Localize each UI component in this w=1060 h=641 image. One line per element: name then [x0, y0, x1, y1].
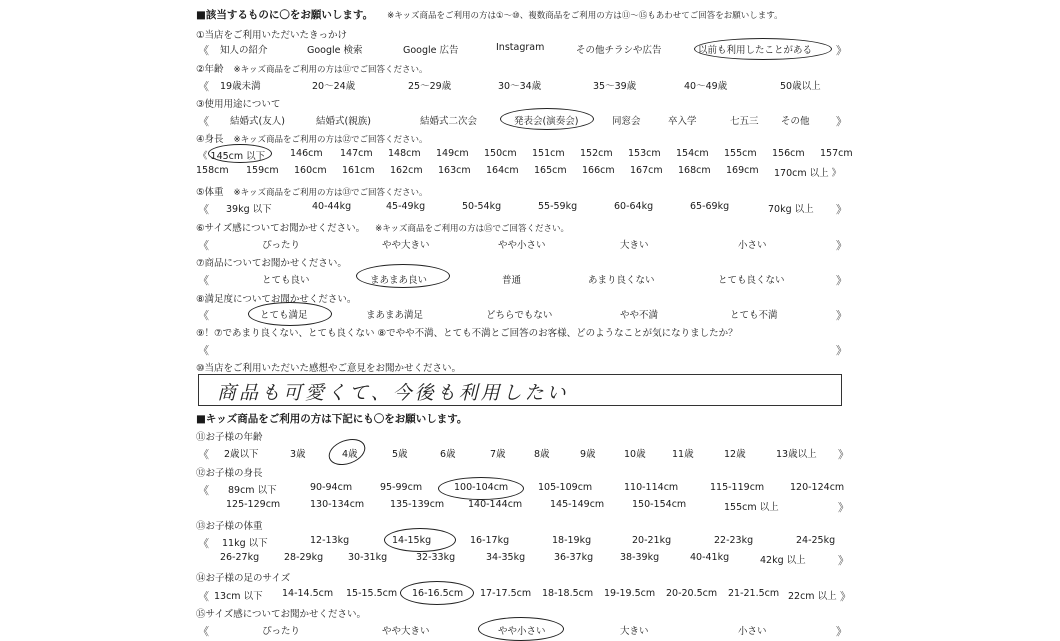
q2-note: ※キッズ商品をご利用の方は⑪でご回答ください。 — [233, 65, 428, 75]
option[interactable]: 七五三 — [730, 116, 759, 127]
option[interactable]: 110-114cm — [624, 482, 679, 493]
option[interactable]: 結婚式二次会 — [420, 116, 478, 127]
option[interactable]: 小さい — [738, 240, 767, 251]
option[interactable]: やや大きい — [382, 240, 430, 251]
q2-options — [196, 78, 848, 94]
option[interactable]: Google 広告 — [403, 45, 459, 56]
answer-circle — [208, 144, 272, 163]
q13-label: ⑬お子様の体重 — [196, 521, 263, 532]
answer-circle — [325, 434, 369, 470]
option[interactable]: 152cm — [580, 148, 613, 159]
bracket-close: 》 — [836, 239, 847, 252]
option[interactable]: 150-154cm — [632, 499, 687, 510]
option-selected[interactable]: まあまあ良い — [370, 275, 428, 286]
option[interactable]: 大きい — [620, 240, 649, 251]
answer-circle — [500, 108, 594, 130]
option[interactable]: 168cm — [678, 165, 711, 176]
option[interactable]: Google 検索 — [307, 45, 363, 56]
option[interactable]: 15-15.5cm — [346, 588, 398, 599]
option[interactable]: 32-33kg — [416, 552, 456, 563]
q13-options-row1 — [196, 535, 848, 551]
option[interactable]: 19-19.5cm — [604, 588, 656, 599]
q10-label: ⑩当店をご利用いただいた感想やご意見をお聞かせください。 — [196, 363, 462, 374]
q5-label — [196, 184, 428, 198]
option-selected[interactable]: 以前も利用したことがある — [698, 45, 813, 56]
bracket-open: 《 — [198, 203, 209, 216]
bracket-open: 《 — [198, 625, 209, 638]
q12-label: ⑫お子様の身長 — [196, 468, 263, 479]
option[interactable]: 8歳 — [534, 449, 550, 460]
option[interactable]: 21-21.5cm — [728, 588, 780, 599]
q6-label-text: ⑥サイズ感についてお聞かせください。 — [196, 223, 366, 234]
q5-label-text: ⑤体重 — [196, 187, 224, 198]
option[interactable]: 小さい — [738, 626, 767, 637]
option[interactable]: 170cm 以上 》 — [774, 168, 842, 179]
option-selected[interactable]: 100-104cm — [454, 482, 509, 493]
bracket-close: 》 — [836, 203, 847, 216]
option[interactable]: あまり良くない — [588, 275, 655, 286]
option[interactable]: 卒入学 — [668, 116, 697, 127]
option[interactable]: 40-44kg — [312, 201, 352, 212]
bracket-close: 》 — [836, 625, 847, 638]
option[interactable]: 40-41kg — [690, 552, 730, 563]
q4-label-text: ④身長 — [196, 134, 224, 145]
q4-label — [196, 131, 428, 145]
option[interactable]: 2歳以下 — [224, 449, 259, 460]
q2-label-text: ②年齢 — [196, 64, 224, 75]
option[interactable]: 148cm — [388, 148, 421, 159]
option[interactable]: 135-139cm — [390, 499, 445, 510]
option[interactable]: 11kg 以下 — [222, 538, 268, 549]
option[interactable]: 22-23kg — [714, 535, 754, 546]
option[interactable]: 20～24歳 — [312, 81, 356, 92]
bracket-open: 《 — [198, 239, 209, 252]
bracket-close: 》 — [838, 554, 849, 567]
option[interactable]: 26-27kg — [220, 552, 260, 563]
option[interactable]: やや不満 — [620, 310, 659, 321]
option[interactable]: 149cm — [436, 148, 469, 159]
option[interactable]: 105-109cm — [538, 482, 593, 493]
option[interactable]: 160cm — [294, 165, 327, 176]
option[interactable]: 34-35kg — [486, 552, 526, 563]
option[interactable]: 151cm — [532, 148, 565, 159]
option[interactable]: 145-149cm — [550, 499, 605, 510]
option[interactable]: 164cm — [486, 165, 519, 176]
bracket-open: 《 — [198, 344, 209, 357]
option[interactable]: 162cm — [390, 165, 423, 176]
option[interactable]: 25～29歳 — [408, 81, 452, 92]
bracket-open: 《 — [198, 448, 209, 461]
option[interactable]: 70kg 以上 — [768, 204, 814, 215]
option[interactable]: 22cm 以上 — [788, 591, 837, 602]
option[interactable]: 30～34歳 — [498, 81, 542, 92]
answer-circle — [384, 528, 456, 552]
bracket-open: 《 — [198, 484, 209, 497]
option-selected[interactable]: 発表会(演奏会) — [514, 116, 579, 127]
option[interactable]: 65-69kg — [690, 201, 730, 212]
option[interactable]: やや大きい — [382, 626, 430, 637]
option[interactable]: 結婚式(親族) — [316, 116, 371, 127]
option[interactable]: 154cm — [676, 148, 709, 159]
option[interactable]: 153cm — [628, 148, 661, 159]
answer-circle — [438, 477, 524, 500]
option[interactable]: 12歳 — [724, 449, 746, 460]
option-selected[interactable]: 《 145cm 以下 — [198, 151, 266, 162]
option[interactable]: 146cm — [290, 148, 323, 159]
option[interactable]: 普通 — [502, 275, 522, 286]
option[interactable]: 39kg 以下 — [226, 204, 272, 215]
q6-label — [196, 220, 569, 234]
bracket-close: 》 — [836, 44, 847, 57]
option-selected[interactable]: やや小さい — [498, 626, 546, 637]
option[interactable]: 55-59kg — [538, 201, 578, 212]
option[interactable]: 38-39kg — [620, 552, 660, 563]
bracket-close: 》 — [836, 309, 847, 322]
option[interactable]: 18-18.5cm — [542, 588, 594, 599]
option[interactable]: 11歳 — [672, 449, 694, 460]
answer-circle — [478, 617, 564, 641]
option[interactable]: 50-54kg — [462, 201, 502, 212]
q6-options — [196, 237, 848, 253]
bracket-open: 《 — [198, 44, 209, 57]
option[interactable]: Instagram — [496, 42, 545, 53]
q11-options — [196, 446, 848, 462]
option[interactable]: 24-25kg — [796, 535, 836, 546]
option[interactable]: まあまあ満足 — [366, 310, 424, 321]
option[interactable]: とても良くない — [718, 275, 785, 286]
q4-note: ※キッズ商品をご利用の方は⑫でご回答ください。 — [233, 135, 428, 145]
option[interactable]: 42kg 以上 — [760, 555, 806, 566]
q12-options-row2 — [196, 499, 848, 515]
option[interactable]: 13歳以上 — [776, 449, 817, 460]
option[interactable]: 7歳 — [490, 449, 506, 460]
bracket-close: 》 — [838, 501, 849, 514]
option[interactable]: 60-64kg — [614, 201, 654, 212]
q5-note: ※キッズ商品をご利用の方は⑬でご回答ください。 — [233, 188, 428, 198]
option-selected[interactable]: 14-15kg — [392, 535, 432, 546]
option[interactable]: 159cm — [246, 165, 279, 176]
q7-options — [196, 272, 848, 288]
option[interactable]: 28-29kg — [284, 552, 324, 563]
option[interactable]: 161cm — [342, 165, 375, 176]
answer-circle — [400, 581, 474, 605]
option[interactable]: 6歳 — [440, 449, 456, 460]
kids-section-title: ■キッズ商品をご利用の方は下記にも〇をお願いします。 — [196, 413, 468, 425]
option[interactable]: 19歳未満 — [220, 81, 261, 92]
bracket-close: 》 — [838, 448, 849, 461]
option[interactable]: 20-21kg — [632, 535, 672, 546]
bracket-open: 《 — [198, 115, 209, 128]
option[interactable]: 3歳 — [290, 449, 306, 460]
option[interactable]: 165cm — [534, 165, 567, 176]
option-selected[interactable]: とても満足 — [260, 310, 308, 321]
option[interactable]: ぴったり — [262, 240, 301, 251]
answer-circle — [694, 38, 832, 60]
bracket-close: 》 — [836, 344, 847, 357]
option[interactable]: 115-119cm — [710, 482, 765, 493]
bracket-close: 》 — [840, 590, 851, 603]
option[interactable]: 50歳以上 — [780, 81, 821, 92]
option[interactable]: 12-13kg — [310, 535, 350, 546]
option[interactable]: 125-129cm — [226, 499, 281, 510]
option[interactable]: 10歳 — [624, 449, 646, 460]
option[interactable]: 158cm — [196, 165, 229, 176]
bracket-close: 》 — [836, 274, 847, 287]
option[interactable]: 16-17kg — [470, 535, 510, 546]
q13-options-row2 — [196, 552, 848, 568]
section-note: ※キッズ商品をご利用の方は①～⑩、複数商品をご利用の方は⑪～⑮もあわせてご回答をお願いします。 — [387, 11, 783, 21]
bracket-open: 《 — [198, 80, 209, 93]
q8-label: ⑧満足度についてお聞かせください。 — [196, 294, 357, 305]
bracket-open: 《 — [198, 590, 209, 603]
bracket-open: 《 — [198, 274, 209, 287]
option[interactable]: 5歳 — [392, 449, 408, 460]
q4-options-row2 — [196, 165, 856, 181]
answer-circle — [248, 302, 332, 326]
q4-options-row1 — [196, 148, 856, 164]
option-selected[interactable]: 4歳 — [342, 449, 358, 460]
option[interactable]: 89cm 以下 — [228, 485, 277, 496]
option[interactable]: 169cm — [726, 165, 759, 176]
bracket-open: 《 — [198, 537, 209, 550]
handwritten-comment: 商品も可愛くて、今後も利用したい — [217, 382, 569, 404]
option[interactable]: とても不満 — [730, 310, 778, 321]
q15-label: ⑮サイズ感についてお聞かせください。 — [196, 609, 367, 620]
option[interactable]: 150cm — [484, 148, 517, 159]
option[interactable]: 45-49kg — [386, 201, 426, 212]
option[interactable]: どちらでもない — [486, 310, 553, 321]
option[interactable]: 155cm — [724, 148, 757, 159]
option[interactable]: 18-19kg — [552, 535, 592, 546]
q9-label: ⑨！⑦であまり良くない、とても良くない ⑧でやや不満、とても不満とご回答のお客様、どのようなことが気になりましたか？ — [196, 328, 738, 339]
q14-label: ⑭お子様の足のサイズ — [196, 573, 291, 584]
bracket-close: 》 — [836, 115, 847, 128]
option[interactable]: 大きい — [620, 626, 649, 637]
option[interactable]: 結婚式(友人) — [230, 116, 285, 127]
section-title: ■該当するものに〇をお願いします。 — [196, 9, 374, 21]
option[interactable]: 17-17.5cm — [480, 588, 532, 599]
option[interactable]: とても良い — [262, 275, 310, 286]
option[interactable]: 90-94cm — [310, 482, 353, 493]
option[interactable]: 20-20.5cm — [666, 588, 718, 599]
q9-options — [196, 342, 848, 358]
option[interactable]: 9歳 — [580, 449, 596, 460]
q7-label: ⑦商品についてお聞かせください。 — [196, 258, 347, 269]
option[interactable]: 155cm 以上 — [724, 502, 779, 513]
option-selected[interactable]: 16-16.5cm — [412, 588, 464, 599]
answer-circle — [356, 264, 450, 288]
option[interactable]: やや小さい — [498, 240, 546, 251]
q3-label: ③使用用途について — [196, 99, 281, 110]
bracket-open: 《 — [198, 309, 209, 322]
option[interactable]: その他 — [781, 116, 810, 127]
option[interactable]: 156cm — [772, 148, 805, 159]
option[interactable]: 95-99cm — [380, 482, 423, 493]
option[interactable]: 163cm — [438, 165, 471, 176]
q14-options — [196, 588, 851, 604]
q2-label — [196, 61, 428, 75]
option[interactable]: その他チラシや広告 — [576, 45, 662, 56]
option[interactable]: 140-144cm — [468, 499, 523, 510]
q6-note: ※キッズ商品をご利用の方は⑮でご回答ください。 — [375, 224, 570, 234]
option[interactable]: 30-31kg — [348, 552, 388, 563]
option[interactable]: 40～49歳 — [684, 81, 728, 92]
option[interactable]: 35～39歳 — [593, 81, 637, 92]
option[interactable]: 147cm — [340, 148, 373, 159]
option[interactable]: 知人の紹介 — [220, 45, 268, 56]
option[interactable]: 167cm — [630, 165, 663, 176]
option[interactable]: 166cm — [582, 165, 615, 176]
q5-options — [196, 201, 848, 217]
q1-label: ①当店をご利用いただいたきっかけ — [196, 30, 348, 41]
section-header — [196, 7, 783, 22]
option[interactable]: 120-124cm — [790, 482, 845, 493]
option[interactable]: 13cm 以下 — [214, 591, 263, 602]
option[interactable]: 36-37kg — [554, 552, 594, 563]
option[interactable]: 130-134cm — [310, 499, 365, 510]
q11-label: ⑪お子様の年齢 — [196, 432, 263, 443]
option[interactable]: 同窓会 — [612, 116, 641, 127]
comment-box[interactable] — [198, 374, 842, 406]
option[interactable]: 14-14.5cm — [282, 588, 334, 599]
option[interactable]: 157cm — [820, 148, 853, 159]
option[interactable]: ぴったり — [262, 626, 301, 637]
